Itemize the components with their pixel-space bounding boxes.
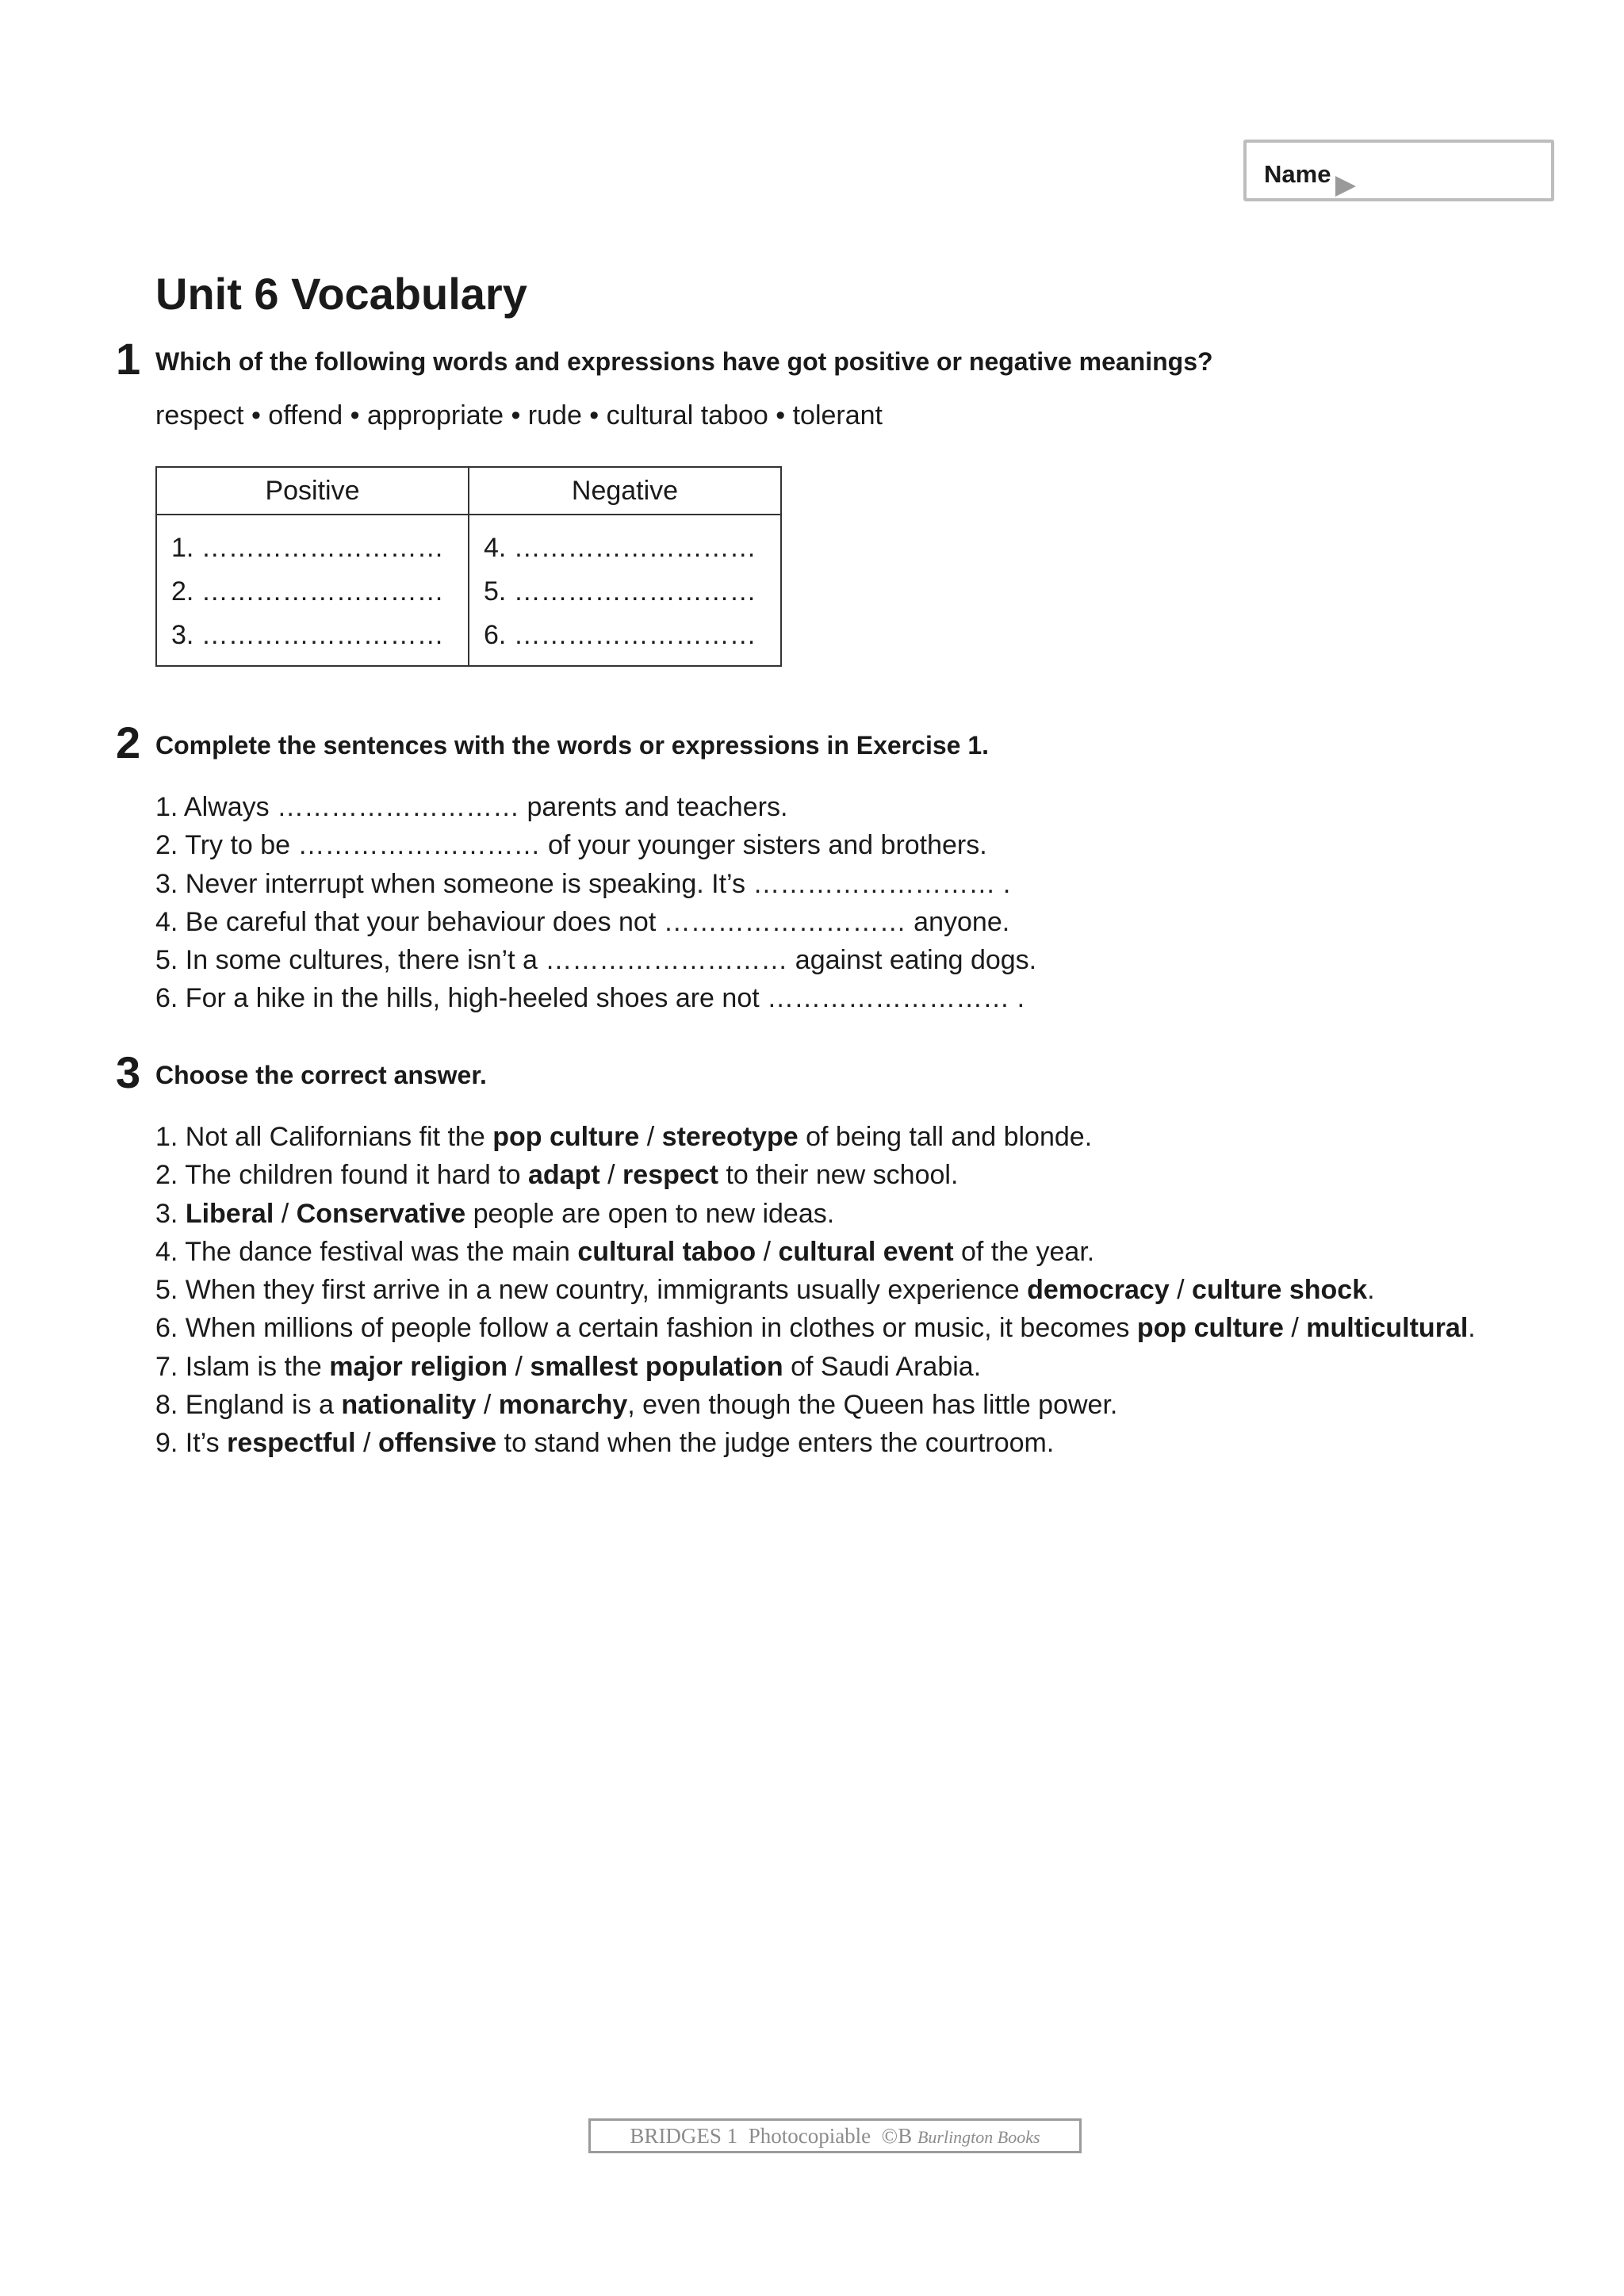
answer-slot-5[interactable]: 5. ……………………… bbox=[484, 576, 756, 607]
exercise-1-number: 1 bbox=[116, 334, 141, 384]
answer-slot-6[interactable]: 6. ……………………… bbox=[484, 620, 756, 650]
option-a[interactable]: pop culture bbox=[492, 1122, 640, 1152]
option-a[interactable]: cultural taboo bbox=[577, 1236, 756, 1267]
option-a[interactable]: major religion bbox=[329, 1351, 508, 1382]
column-header-negative: Negative bbox=[469, 467, 781, 515]
vocab-table bbox=[155, 466, 782, 667]
footer-copyright bbox=[588, 2118, 1082, 2153]
column-header-positive: Positive bbox=[156, 467, 469, 515]
list-item: 2. Try to be ……………………… of your younger sisters and brothers. bbox=[155, 830, 987, 861]
list-item: 8. England is a nationality / monarchy, even though the Queen has little power. bbox=[155, 1390, 1118, 1421]
option-b[interactable]: monarchy bbox=[498, 1390, 628, 1421]
list-item: 2. The children found it hard to adapt / respect to their new school. bbox=[155, 1160, 959, 1191]
exercise-2-instruction: Complete the sentences with the words or expressions in Exercise 1. bbox=[155, 731, 990, 760]
option-a[interactable]: nationality bbox=[341, 1390, 477, 1421]
list-item: 4. Be careful that your behaviour does not ……………………… anyone. bbox=[155, 906, 1010, 937]
option-b[interactable]: multicultural bbox=[1306, 1313, 1469, 1344]
option-b[interactable]: respect bbox=[622, 1160, 719, 1191]
answer-slot-2[interactable]: 2. ……………………… bbox=[171, 576, 444, 607]
option-b[interactable]: Conservative bbox=[296, 1198, 466, 1229]
list-item: 5. When they first arrive in a new country, immigrants usually experience democracy / culture shock. bbox=[155, 1275, 1375, 1306]
arrow-right-icon bbox=[1335, 176, 1356, 197]
exercise-3-number: 3 bbox=[116, 1047, 141, 1097]
option-b[interactable]: smallest population bbox=[530, 1351, 783, 1382]
list-item: 3. Liberal / Conservative people are open to new ideas. bbox=[155, 1198, 835, 1229]
list-item: 3. Never interrupt when someone is speaking. It’s ……………………… . bbox=[155, 868, 1011, 899]
answer-slot-1[interactable]: 1. ……………………… bbox=[171, 533, 444, 563]
footer-brand: BRIDGES 1 bbox=[630, 2124, 738, 2148]
name-box[interactable] bbox=[1243, 140, 1554, 201]
exercise-1-instruction: Which of the following words and expressions have got positive or negative meanings? bbox=[155, 347, 1213, 376]
option-b[interactable]: offensive bbox=[377, 1428, 497, 1459]
page-title: Unit 6 Vocabulary bbox=[155, 269, 527, 319]
exercise-3-list bbox=[155, 1118, 1476, 1463]
option-b[interactable]: culture shock bbox=[1192, 1275, 1368, 1306]
list-item: 1. Not all Californians fit the pop culture / stereotype of being tall and blonde. bbox=[155, 1122, 1093, 1152]
option-a[interactable]: adapt bbox=[528, 1160, 600, 1191]
copyright-icon: © bbox=[881, 2124, 898, 2148]
footer-publisher: Burlington Books bbox=[917, 2127, 1040, 2147]
option-b[interactable]: cultural event bbox=[778, 1236, 954, 1267]
footer-photocopiable: Photocopiable bbox=[748, 2124, 871, 2148]
list-item: 7. Islam is the major religion / smallest population of Saudi Arabia. bbox=[155, 1351, 982, 1382]
list-item: 9. It’s respectful / offensive to stand when the judge enters the courtroom. bbox=[155, 1428, 1055, 1459]
word-list: respect • offend • appropriate • rude • cultural taboo • tolerant bbox=[155, 400, 883, 430]
option-b[interactable]: stereotype bbox=[661, 1122, 799, 1152]
answer-slot-3[interactable]: 3. ……………………… bbox=[171, 620, 444, 650]
exercise-3-instruction: Choose the correct answer. bbox=[155, 1061, 487, 1089]
exercise-2-number: 2 bbox=[116, 718, 141, 767]
option-a[interactable]: democracy bbox=[1027, 1275, 1170, 1306]
negative-column bbox=[469, 515, 781, 666]
option-a[interactable]: respectful bbox=[227, 1428, 356, 1459]
name-label: Name bbox=[1264, 160, 1331, 188]
list-item: 4. The dance festival was the main cultural taboo / cultural event of the year. bbox=[155, 1236, 1095, 1267]
exercise-2-list bbox=[155, 788, 1036, 1018]
option-a[interactable]: pop culture bbox=[1136, 1313, 1284, 1344]
list-item: 6. When millions of people follow a certain fashion in clothes or music, it becomes pop culture / multicultural. bbox=[155, 1313, 1476, 1344]
publisher-logo: B bbox=[898, 2124, 913, 2148]
answer-slot-4[interactable]: 4. ……………………… bbox=[484, 533, 756, 563]
list-item: 6. For a hike in the hills, high-heeled shoes are not ……………………… . bbox=[155, 983, 1025, 1014]
list-item: 5. In some cultures, there isn’t a ……………………… against eating dogs. bbox=[155, 945, 1037, 976]
option-a[interactable]: Liberal bbox=[185, 1198, 274, 1229]
positive-column bbox=[156, 515, 469, 666]
list-item: 1. Always ……………………… parents and teachers. bbox=[155, 792, 788, 822]
